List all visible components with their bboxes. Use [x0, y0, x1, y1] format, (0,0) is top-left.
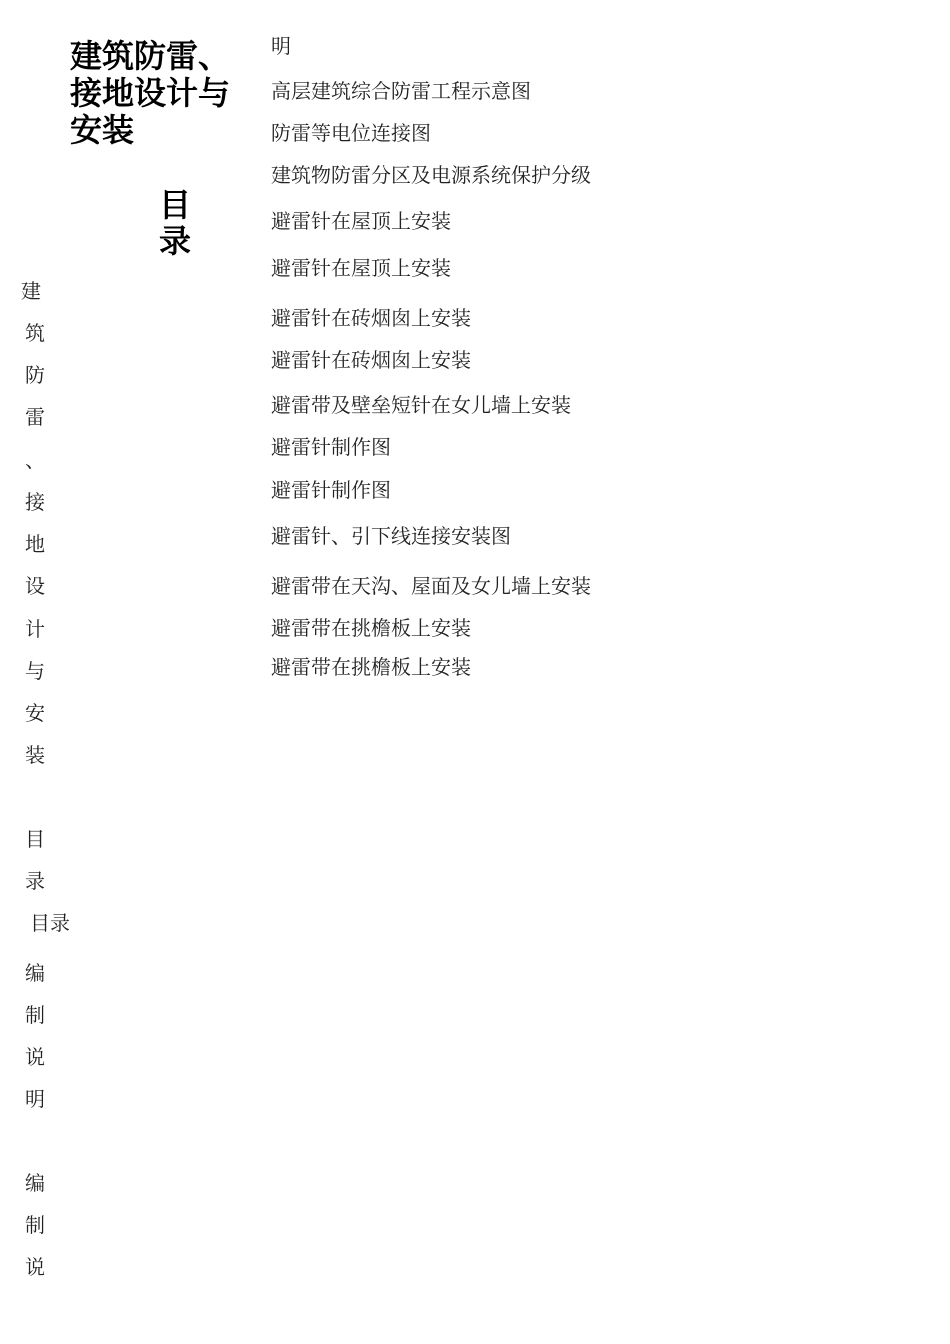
toc-entry: 避雷带及壁垒短针在女儿墙上安装 [271, 393, 571, 417]
vertical-title-char: 地 [25, 532, 45, 556]
toc-heading: 目录 [158, 186, 191, 260]
toc-entry: 避雷针在屋顶上安装 [271, 209, 451, 233]
vertical-note-char: 明 [25, 1087, 45, 1111]
toc-entry: 避雷带在挑檐板上安装 [271, 616, 471, 640]
toc-entry: 避雷针制作图 [271, 478, 391, 502]
toc-entry: 避雷针在屋顶上安装 [271, 256, 451, 280]
vertical-note-char: 制 [25, 1003, 45, 1027]
vertical-title-char: 接 [25, 490, 45, 514]
toc-entry: 高层建筑综合防雷工程示意图 [271, 79, 531, 103]
toc-entry: 建筑物防雷分区及电源系统保护分级 [271, 163, 591, 187]
vertical-note-char: 编 [25, 961, 45, 985]
vertical-note-char: 说 [25, 1255, 45, 1279]
vertical-toc-char: 目 [25, 827, 45, 851]
vertical-toc-char: 录 [25, 869, 45, 893]
vertical-title-char: 计 [25, 617, 45, 641]
toc-entry: 防雷等电位连接图 [271, 121, 431, 145]
toc-entry: 避雷针制作图 [271, 435, 391, 459]
vertical-title-char: 安 [25, 701, 45, 725]
vertical-title-char: 、 [25, 448, 45, 472]
toc-entry: 避雷针、引下线连接安装图 [271, 524, 511, 548]
vertical-title-char: 与 [25, 659, 45, 683]
vertical-note-char: 编 [25, 1171, 45, 1195]
toc-entry: 避雷带在天沟、屋面及女儿墙上安装 [271, 574, 591, 598]
vertical-note-char: 说 [25, 1045, 45, 1069]
vertical-note-char: 制 [25, 1213, 45, 1237]
vertical-toc-inline: 目录 [30, 911, 70, 935]
vertical-title-char: 设 [25, 574, 45, 598]
toc-entry: 避雷针在砖烟囱上安装 [271, 306, 471, 330]
document-title: 建筑防雷、接地设计与安装 [70, 37, 231, 149]
vertical-title-char: 雷 [25, 405, 45, 429]
vertical-title-char: 筑 [25, 321, 45, 345]
vertical-title-char: 装 [25, 743, 45, 767]
vertical-title-char: 防 [25, 363, 45, 387]
toc-entry: 避雷针在砖烟囱上安装 [271, 348, 471, 372]
toc-entry: 明 [271, 34, 291, 58]
toc-entry: 避雷带在挑檐板上安装 [271, 655, 471, 679]
vertical-title-char: 建 [21, 279, 41, 303]
